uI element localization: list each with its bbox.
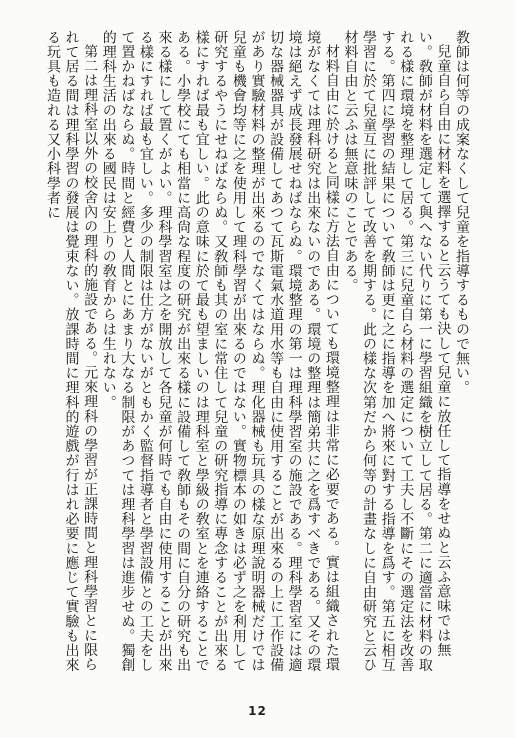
paragraph-material-selection: 兒童自ら自由に材料を選擇すると云うても決して兒童に放任して指導をせぬと云ふ意味では無い。敎師が材料を選定して與へない代りに第一に學習組織を樹立して居る。第二に適當に材料の取れる樣に環境を整理して居る。第三に兒童自ら材料の選定について工夫し不斷にその選定法を改善する。第四に學習の結果について敎師は更に之に指導を加へ將來に對する指導を爲す。第五に相互學習に於て兒童互に批評して改善を期する。此の樣な次第だから何等の計畫なしに自由研究と云ひ材料自由と云ふは無意味のことである。 — [342, 30, 452, 673]
page-number: 12 — [248, 704, 267, 718]
vertical-text-body — [44, 30, 471, 685]
paragraph-environment-setup: 材料自由に於けると同樣に方法自由についても環境整理は非常に必要である。實は組織された環境がなくては理科研究は出來ないのである。環境の整理は簡弟共に之を爲すべきである。又その環境は絕えず成長發展せねばならぬ。環境整理の第一は理科學習室の施設である。理科學習室には適切な器械器具が設備してあつて瓦斯電氣水道用水等も自由に使用することが出來るの上に工作設備があり實驗材料の整理が出來るのでなくてはならぬ。理化器械も玩具の樣な原理說明器械だけでは兒童も機會均等に之を使用して理科學習が出來るのではない。實物標本の如きは必ず之を利用して研究するやうにせねばならぬ。又敎師も其の室に常住して兒童の研究指導に專念することが出來る樣にすれば最も宜しい。此の意味に於て最も望ましいのは理科室と學級の敎室とを連絡することである。小學校にても相當に高尙な程度の研究が出來る樣に設備して敎師もその間に自分の研究も出來る樣にして置くがよい。理科學習室は之を開放して各兒童が何時でも自由に使用することが出來る樣にすれば最も宜しい。多少の制限は仕方がないがともかく監督指導者と學習設備との工夫をして置かねばならぬ。時間と經費と人間とにあまり大なる制限があつては理科學習は進步せぬ。獨創的理科生活の出來る國民は安上りの敎育からは生れない。 — [100, 30, 340, 673]
paragraph-school-facilities: 第二は理科室以外の校舍內の理科的施設である。元來理科の學習が正課時間と理科學習とに限られて居る間は理科學習の發展は覺束ない。放課時間に理科的遊戲が行はれ必要に應じて實驗も出來る玩具も造れる又小科學者に — [44, 30, 99, 673]
paragraph-continuation: 教師は何等の成案なくして兒童を指導するもので無い。 — [454, 30, 470, 395]
